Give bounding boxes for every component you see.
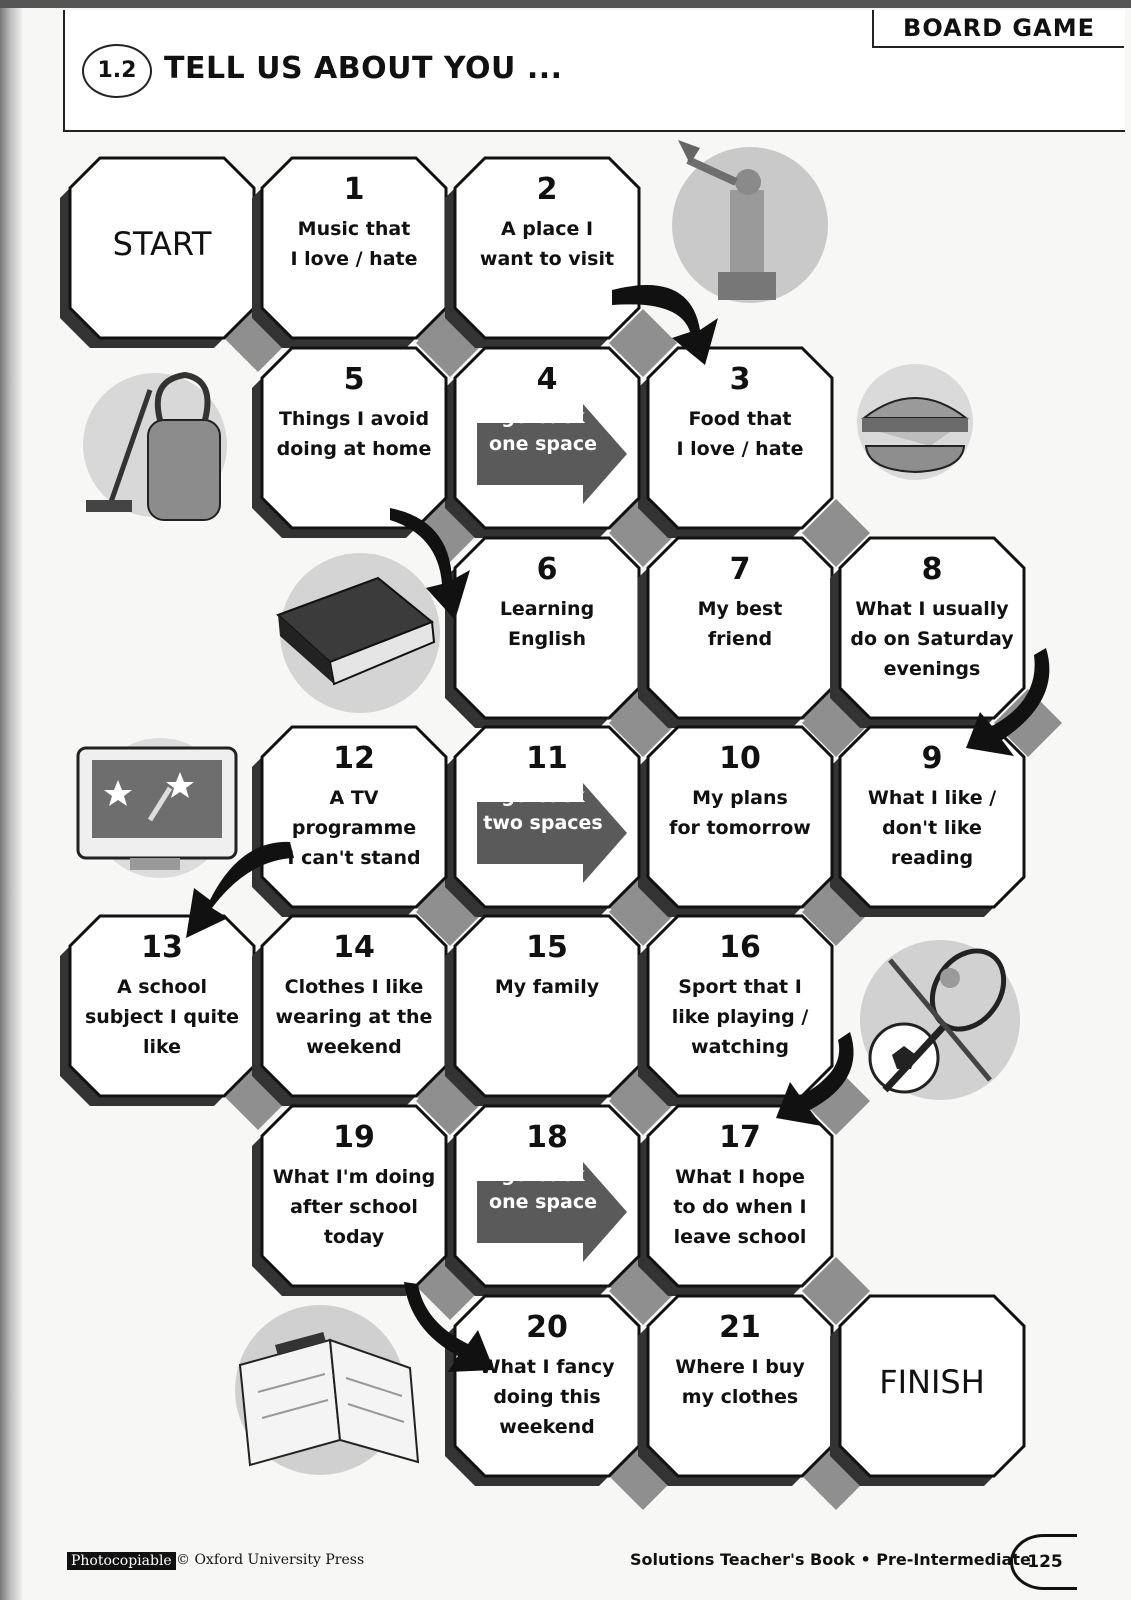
cell-topic: Food that I love / hate	[676, 408, 804, 460]
cell-number: 8	[921, 552, 943, 587]
cell-topic: My best friend	[697, 598, 783, 650]
unit-number-badge: 1.2	[82, 44, 152, 98]
cell-number: 7	[729, 552, 751, 587]
photocopiable-badge: Photocopiable	[67, 1552, 176, 1570]
cell-topic: Where I buy my clothes	[675, 1356, 805, 1408]
board-cell-text	[455, 170, 639, 274]
start-label: START	[112, 225, 212, 263]
cell-number: 12	[333, 741, 375, 776]
cell-number: 10	[719, 741, 761, 776]
board-cell-text	[455, 1308, 639, 1442]
board-cell-text	[455, 1118, 639, 1216]
go-back-label: go back one space	[489, 406, 597, 455]
cell-number: 20	[526, 1310, 568, 1345]
board-cell-text	[648, 1308, 832, 1412]
vacuum-cleaner-icon	[83, 373, 227, 520]
tv-screen-icon	[78, 738, 236, 878]
cell-topic: Clothes I like wearing at the weekend	[275, 976, 433, 1058]
board-cell-text	[455, 360, 639, 458]
board-game-label: BOARD GAME	[872, 10, 1124, 48]
page-title: TELL US ABOUT YOU ...	[164, 51, 563, 86]
cell-number: 17	[719, 1120, 761, 1155]
board-cell-text	[262, 1118, 446, 1252]
cell-number: 16	[719, 930, 761, 965]
cell-topic: What I'm doing after school today	[272, 1166, 436, 1248]
cell-number: 19	[333, 1120, 375, 1155]
cell-number: 11	[526, 741, 568, 776]
cell-topic: What I fancy doing this weekend	[479, 1356, 615, 1438]
board-cell-text	[262, 928, 446, 1062]
board-cell-text	[648, 360, 832, 464]
cell-number: 15	[526, 930, 568, 965]
board-cell-text	[262, 360, 446, 464]
cell-topic: What I like / don't like reading	[867, 787, 997, 869]
board-cell-text	[70, 224, 254, 264]
board-cell-text	[840, 1362, 1024, 1402]
page-number: 125	[1010, 1534, 1077, 1590]
go-back-label: go back one space	[489, 1164, 597, 1213]
board-cell-text	[648, 1118, 832, 1252]
board-cell-text	[262, 739, 446, 873]
board-cell-text	[455, 739, 639, 837]
cell-topic: My family	[494, 976, 600, 998]
board-cell-text	[648, 928, 832, 1062]
cell-number: 4	[536, 362, 558, 397]
cell-topic: Things I avoid doing at home	[276, 408, 432, 460]
book-title: Solutions Teacher's Book • Pre-Intermediate	[630, 1550, 1031, 1569]
cell-number: 3	[729, 362, 751, 397]
cell-topic: A school subject I quite like	[84, 976, 240, 1058]
board-cell-text	[648, 550, 832, 654]
cell-number: 5	[343, 362, 365, 397]
cell-topic: Learning English	[499, 598, 595, 650]
cell-number: 21	[719, 1310, 761, 1345]
cell-number: 18	[526, 1120, 568, 1155]
cell-topic: Sport that I like playing / watching	[671, 976, 809, 1058]
cell-topic: What I usually do on Saturday evenings	[850, 598, 1014, 680]
cell-topic: A place I want to visit	[479, 218, 615, 270]
board-cell-text	[840, 739, 1024, 873]
sports-equipment-icon	[860, 937, 1020, 1100]
cell-topic: What I hope to do when I leave school	[673, 1166, 807, 1248]
cell-number: 14	[333, 930, 375, 965]
board-cell-text	[455, 550, 639, 654]
cell-number: 2	[536, 172, 558, 207]
finish-label: FINISH	[879, 1363, 985, 1401]
diary-icon	[235, 1305, 418, 1475]
board-cell-text	[70, 928, 254, 1062]
cell-number: 6	[536, 552, 558, 587]
board-cell-text	[840, 550, 1024, 684]
statue-of-liberty-icon	[672, 140, 828, 303]
cell-topic: A TV programme I can't stand	[287, 787, 421, 869]
cell-topic: Music that I love / hate	[290, 218, 418, 270]
copyright-text: © Oxford University Press	[176, 1552, 365, 1568]
dictionary-icon	[278, 553, 440, 713]
go-back-label: go back two spaces	[483, 785, 603, 834]
cell-topic: My plans for tomorrow	[669, 787, 811, 839]
cell-number: 1	[343, 172, 365, 207]
board-cell-text	[455, 928, 639, 1002]
hamburger-icon	[857, 364, 973, 480]
board-cell-text	[262, 170, 446, 274]
board-cell-text	[648, 739, 832, 843]
cell-number: 13	[141, 930, 183, 965]
cell-number: 9	[921, 741, 943, 776]
